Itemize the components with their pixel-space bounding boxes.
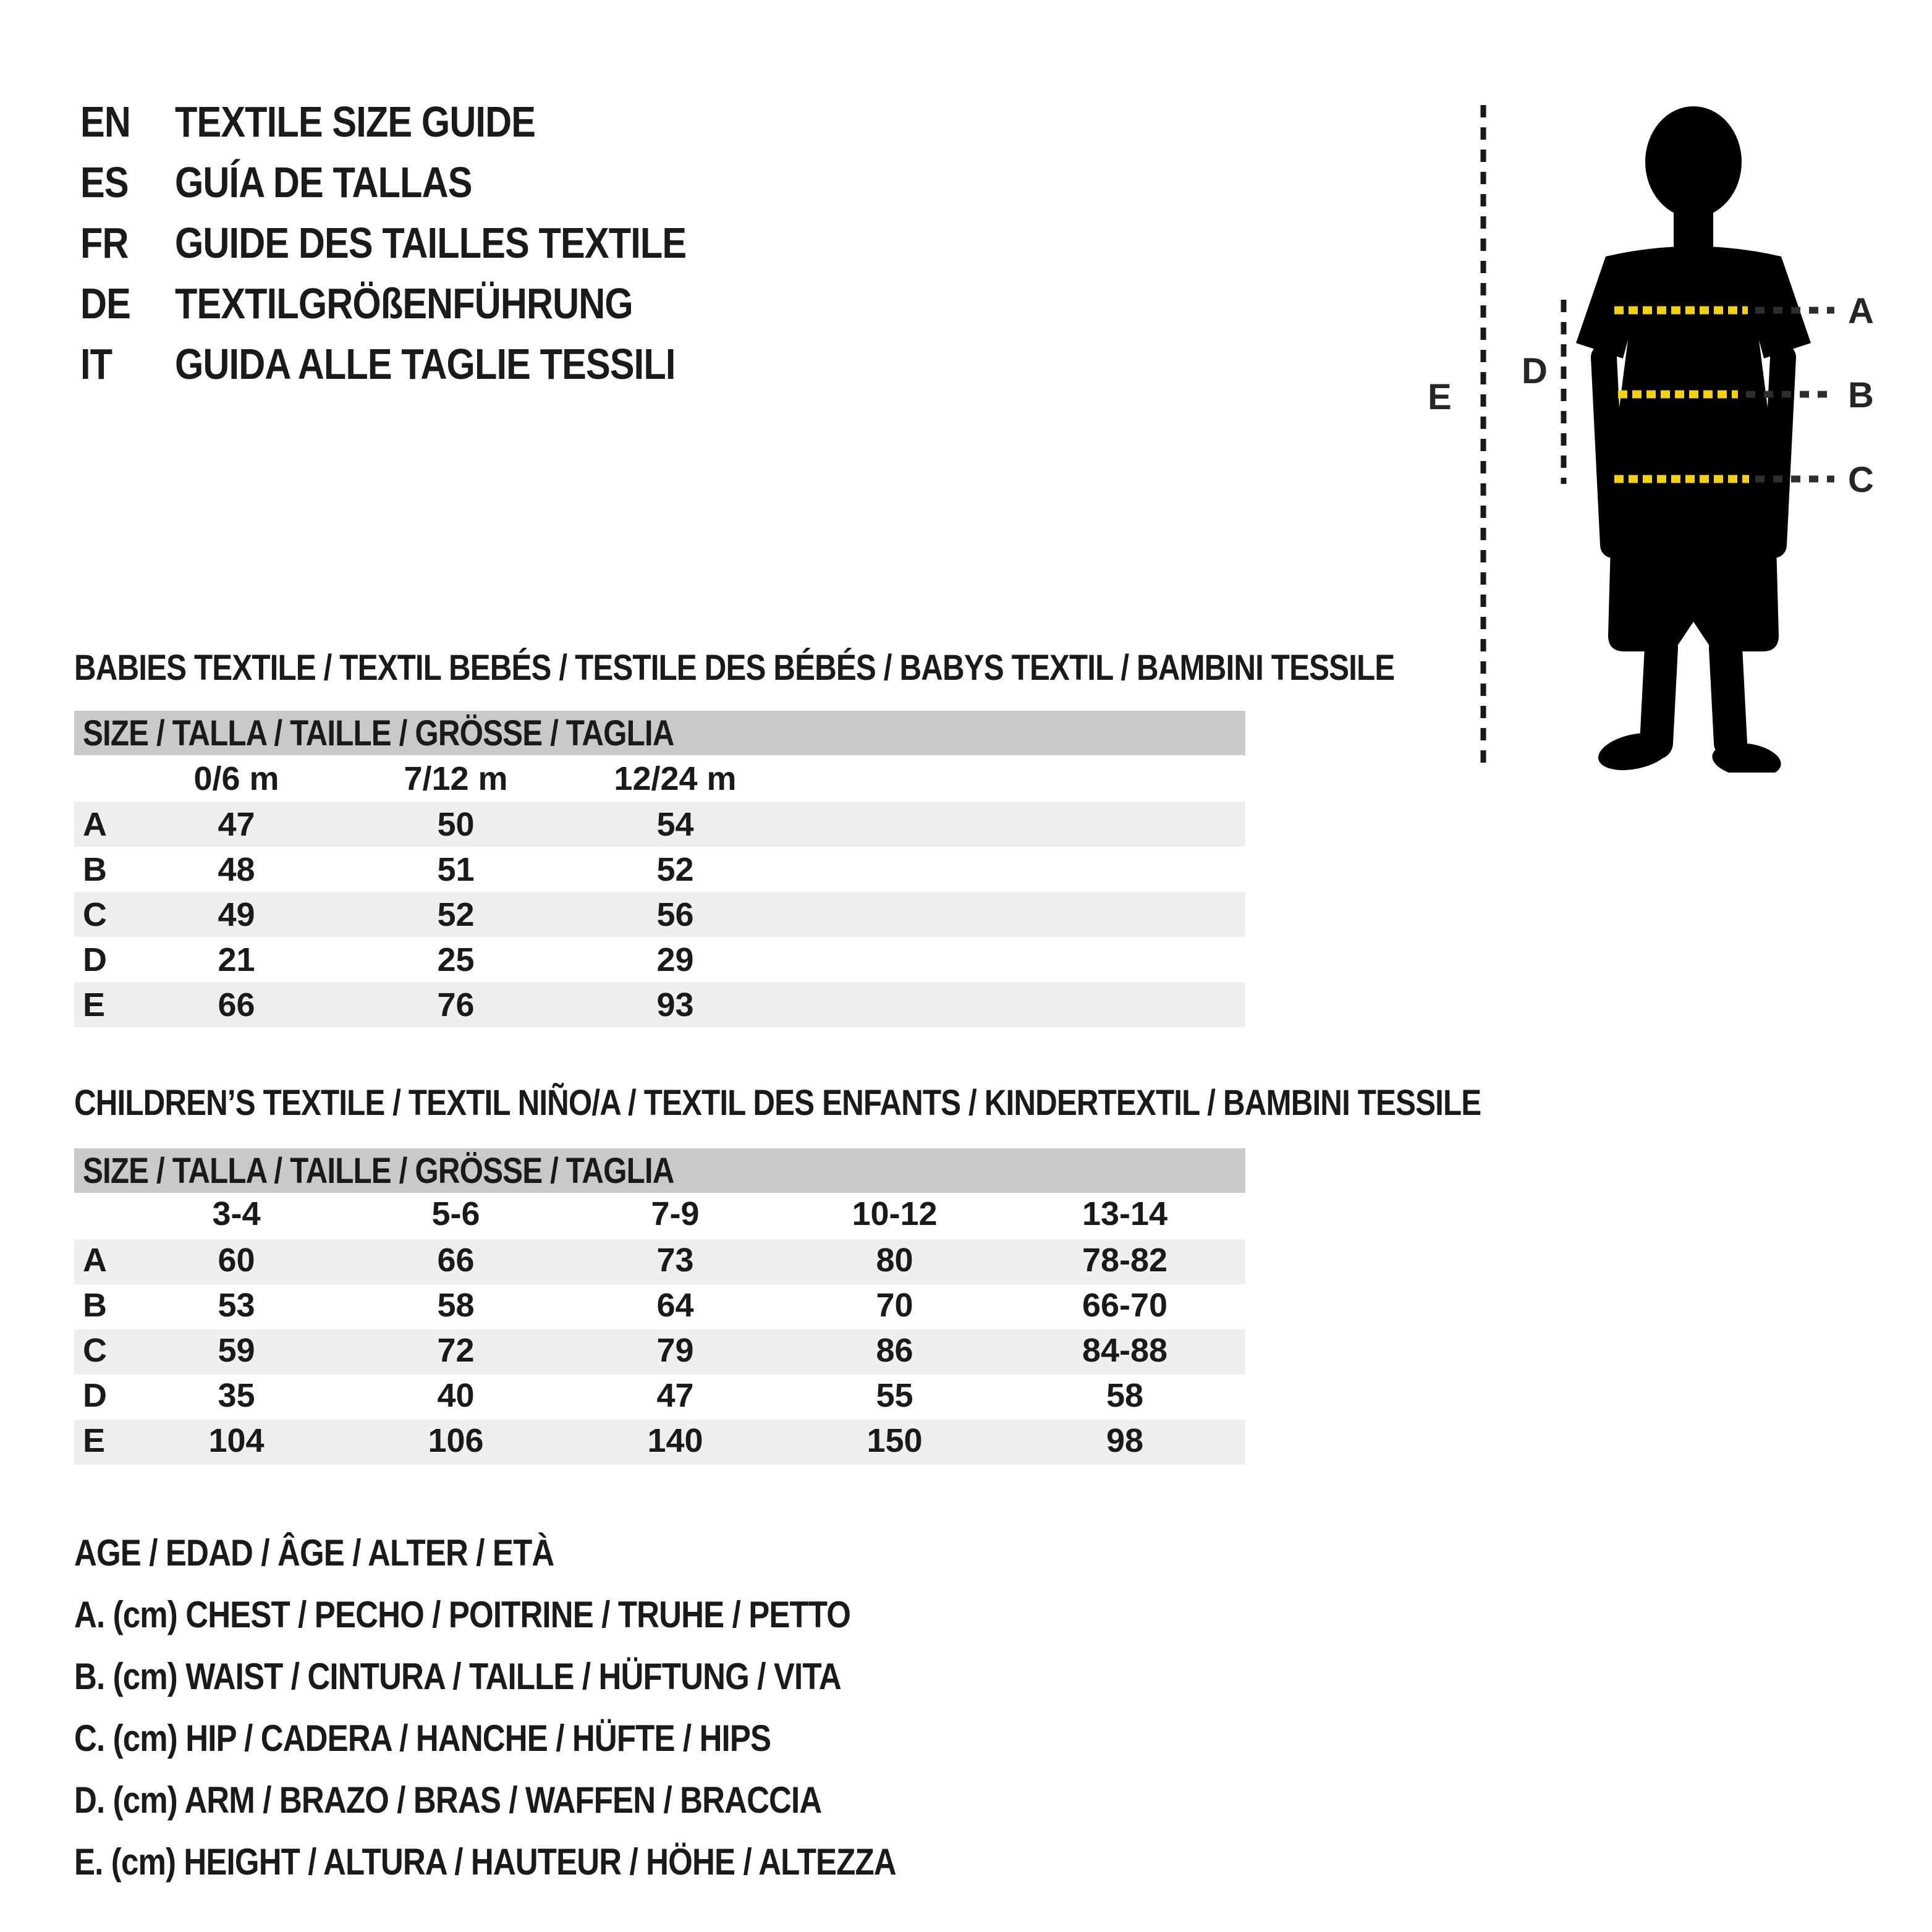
- row-label: B: [83, 850, 107, 888]
- language-row-it: [80, 334, 776, 394]
- size-bar-label: SIZE / TALLA / TAILLE / GRÖSSE / TAGLIA: [83, 713, 674, 753]
- legend-text: D. (cm) ARM / BRAZO / BRAS / WAFFEN / BRACCIA: [74, 1779, 822, 1821]
- table-cell: 29: [656, 941, 694, 978]
- table-cell: 60: [218, 1241, 255, 1279]
- table-cell: 79: [656, 1331, 694, 1369]
- table-cell: 76: [437, 986, 475, 1023]
- table-cell: 66-70: [1082, 1286, 1168, 1324]
- table-cell: 58: [1106, 1376, 1144, 1414]
- babies-column-headers: [74, 755, 1245, 802]
- column-header: 5-6: [431, 1195, 480, 1233]
- legend-line-chest: [74, 1583, 1041, 1645]
- language-title: GUIDA ALLE TAGLIE TESSILI: [175, 340, 676, 388]
- table-cell: 93: [656, 986, 694, 1023]
- legend-line-arm: [74, 1769, 1041, 1831]
- measure-label-e: E: [1428, 377, 1452, 417]
- table-cell: 66: [218, 986, 255, 1023]
- babies-heading-text: BABIES TEXTILE / TEXTIL BEBÉS / TESTILE DES BÉBÉS / BABYS TEXTIL / BAMBINI TESSILE: [74, 648, 1395, 688]
- table-cell: 104: [208, 1421, 265, 1459]
- table-cell: 47: [218, 805, 255, 843]
- table-cell: 21: [218, 941, 255, 978]
- language-row-en: [80, 91, 776, 152]
- table-cell: 55: [876, 1376, 913, 1414]
- language-code: FR: [80, 219, 129, 267]
- table-row: [74, 937, 1245, 982]
- babies-size-table: [74, 711, 1245, 1027]
- table-cell: 50: [437, 805, 475, 843]
- table-cell: 48: [218, 850, 255, 888]
- table-cell: 70: [876, 1286, 913, 1324]
- legend-text: C. (cm) HIP / CADERA / HANCHE / HÜFTE / HIPS: [74, 1717, 771, 1759]
- measure-label-d: D: [1522, 351, 1548, 391]
- table-cell: 52: [656, 850, 694, 888]
- column-header: 12/24 m: [614, 760, 737, 797]
- row-label: B: [83, 1286, 107, 1324]
- legend-text: E. (cm) HEIGHT / ALTURA / HAUTEUR / HÖHE / ALTEZZA: [74, 1841, 896, 1883]
- column-header: 3-4: [212, 1195, 261, 1233]
- row-label: A: [83, 1241, 107, 1279]
- table-cell: 51: [437, 850, 475, 888]
- table-cell: 140: [647, 1421, 703, 1459]
- children-size-table: [74, 1148, 1245, 1465]
- language-row-de: [80, 273, 776, 334]
- language-title-list: [80, 91, 776, 394]
- column-header: 7-9: [651, 1195, 700, 1233]
- children-section-heading: [74, 1085, 1729, 1121]
- table-cell: 106: [428, 1421, 484, 1459]
- language-title: GUÍA DE TALLAS: [175, 158, 472, 206]
- table-cell: 98: [1106, 1421, 1144, 1459]
- table-cell: 64: [656, 1286, 694, 1324]
- language-code: EN: [80, 98, 130, 146]
- children-size-bar: [74, 1148, 1245, 1193]
- table-row: [74, 982, 1245, 1027]
- row-label: C: [83, 1331, 107, 1369]
- table-cell: 80: [876, 1241, 913, 1279]
- table-cell: 25: [437, 941, 475, 978]
- table-cell: 47: [656, 1376, 694, 1414]
- legend-text: B. (cm) WAIST / CINTURA / TAILLE / HÜFTUNG / VITA: [74, 1655, 841, 1697]
- table-cell: 53: [218, 1286, 255, 1324]
- size-bar-label: SIZE / TALLA / TAILLE / GRÖSSE / TAGLIA: [83, 1150, 674, 1191]
- row-label: E: [83, 986, 106, 1023]
- babies-size-bar: [74, 711, 1245, 755]
- language-row-fr: [80, 213, 776, 273]
- language-code: DE: [80, 279, 130, 328]
- children-column-headers: [74, 1193, 1245, 1239]
- table-cell: 150: [866, 1421, 923, 1459]
- table-cell: 66: [437, 1241, 475, 1279]
- table-cell: 52: [437, 896, 475, 933]
- table-cell: 73: [656, 1241, 694, 1279]
- children-heading-text: CHILDREN’S TEXTILE / TEXTIL NIÑO/A / TEXTIL DES ENFANTS / KINDERTEXTIL / BAMBINI TESSILE: [74, 1083, 1481, 1123]
- language-code: ES: [80, 158, 129, 206]
- table-cell: 35: [218, 1376, 255, 1414]
- column-header: 7/12 m: [404, 760, 508, 797]
- legend-line-height: [74, 1831, 1041, 1892]
- language-title: GUIDE DES TAILLES TEXTILE: [175, 219, 687, 267]
- column-header: 10-12: [852, 1195, 938, 1233]
- legend-line-age: [74, 1522, 1041, 1583]
- table-cell: 58: [437, 1286, 475, 1324]
- table-row: [74, 1375, 1245, 1420]
- table-cell: 84-88: [1082, 1331, 1168, 1369]
- column-header: 0/6 m: [193, 760, 279, 797]
- measure-label-a: A: [1848, 291, 1874, 331]
- row-label: D: [83, 1376, 107, 1414]
- table-row: [74, 1239, 1245, 1284]
- table-row: [74, 847, 1245, 892]
- table-cell: 49: [218, 896, 255, 933]
- measurement-legend: [74, 1522, 1041, 1892]
- babies-section-heading: [74, 650, 1627, 686]
- row-label: D: [83, 941, 107, 978]
- legend-text: AGE / EDAD / ÂGE / ALTER / ETÀ: [74, 1532, 554, 1574]
- table-row: [74, 1420, 1245, 1465]
- row-label: C: [83, 896, 107, 933]
- legend-line-waist: [74, 1645, 1041, 1707]
- table-cell: 56: [656, 896, 694, 933]
- row-label: E: [83, 1421, 106, 1459]
- table-cell: 86: [876, 1331, 913, 1369]
- table-row: [74, 802, 1245, 847]
- table-cell: 72: [437, 1331, 475, 1369]
- language-title: TEXTILGRÖßENFÜHRUNG: [175, 279, 633, 328]
- table-cell: 40: [437, 1376, 475, 1414]
- row-label: A: [83, 805, 107, 843]
- legend-text: A. (cm) CHEST / PECHO / POITRINE / TRUHE / PETTO: [74, 1593, 851, 1635]
- table-row: [74, 1284, 1245, 1329]
- language-row-es: [80, 152, 776, 213]
- table-cell: 54: [656, 805, 694, 843]
- measure-label-c: C: [1848, 460, 1874, 500]
- legend-line-hip: [74, 1707, 1041, 1769]
- table-cell: 78-82: [1082, 1241, 1168, 1279]
- language-title: TEXTILE SIZE GUIDE: [175, 98, 536, 146]
- table-row: [74, 892, 1245, 937]
- column-header: 13-14: [1082, 1195, 1168, 1233]
- measure-label-b: B: [1848, 375, 1874, 415]
- table-row: [74, 1329, 1245, 1375]
- table-cell: 59: [218, 1331, 255, 1369]
- language-code: IT: [80, 340, 112, 388]
